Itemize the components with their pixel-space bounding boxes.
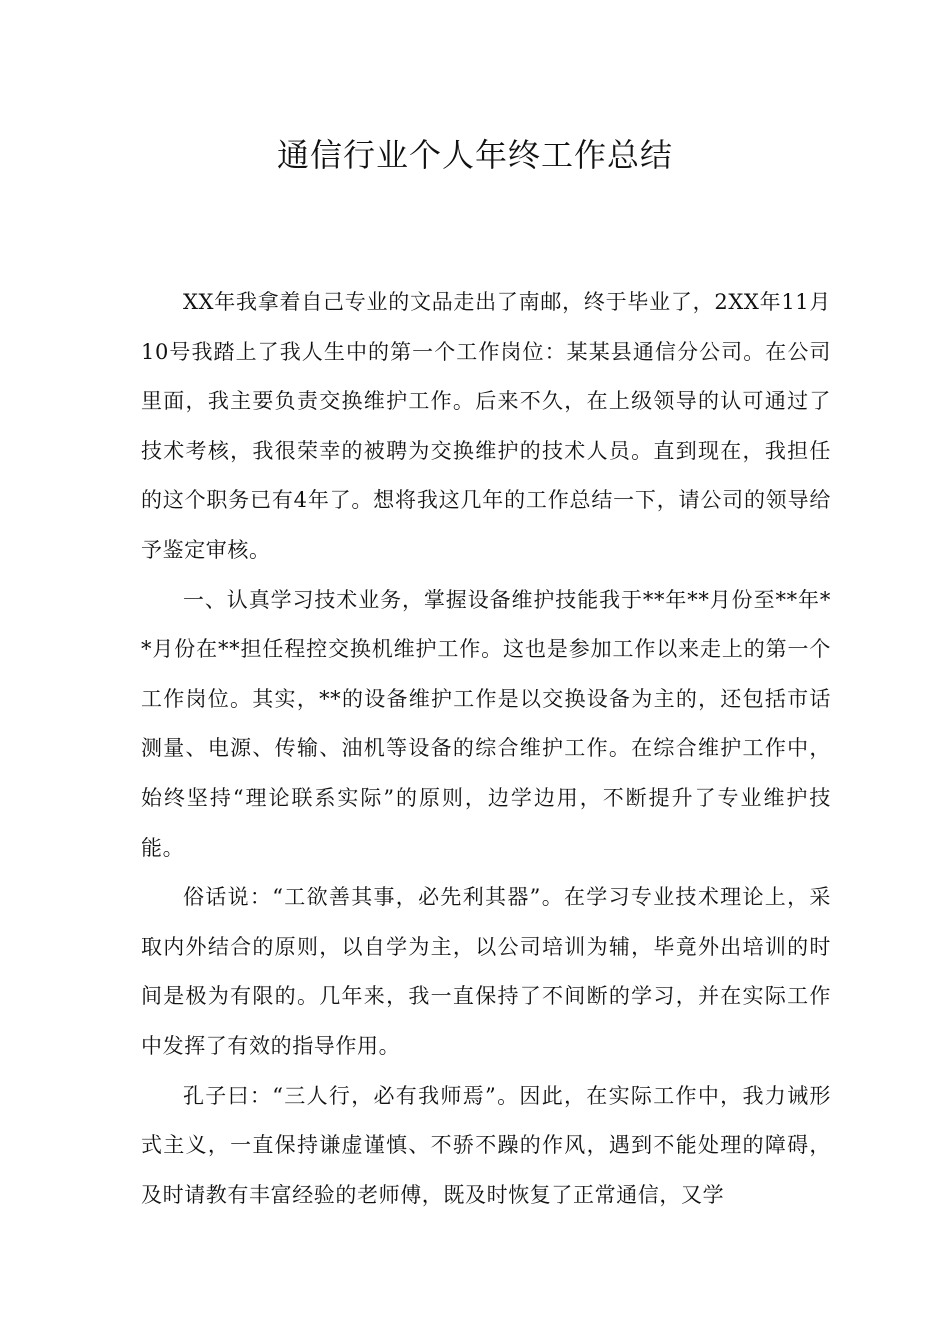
document-body	[141, 278, 831, 1220]
paragraph-section-one: 一、认真学习技术业务，掌握设备维护技能我于**年**月份至**年**月份在**担任程控交换机维护工作。这也是参加工作以来走上的第一个工作岗位。其实，**的设备维护工作是以交换设备为主的，还包括市话测量、电源、传输、油机等设备的综合维护工作。在综合维护工作中，始终坚持“理论联系实际”的原则，边学边用，不断提升了专业维护技能。	[141, 587, 831, 860]
document-title: 通信行业个人年终工作总结	[276, 136, 673, 174]
paragraph-confucius: 孔子曰：“三人行，必有我师焉”。因此，在实际工作中，我力诫形式主义，一直保持谦虚谨慎、不骄不躁的作风，遇到不能处理的障碍，及时请教有丰富经验的老师傅，既及时恢复了正常通信，又学	[141, 1083, 831, 1207]
paragraph-intro: XX年我拿着自己专业的文品走出了南邮，终于毕业了，2XX年11月10号我踏上了我人生中的第一个工作岗位：某某县通信分公司。在公司里面，我主要负责交换维护工作。后来不久，在上级领导的认可通过了技术考核，我很荣幸的被聘为交换维护的技术人员。直到现在，我担任的这个职务已有4年了。想将我这几年的工作总结一下，请公司的领导给予鉴定审核。	[141, 290, 831, 562]
paragraph-proverb: 俗话说：“工欲善其事，必先利其器”。在学习专业技术理论上，采取内外结合的原则，以自学为主，以公司培训为辅，毕竟外出培训的时间是极为有限的。几年来，我一直保持了不间断的学习，并在实际工作中发挥了有效的指导作用。	[141, 885, 831, 1058]
